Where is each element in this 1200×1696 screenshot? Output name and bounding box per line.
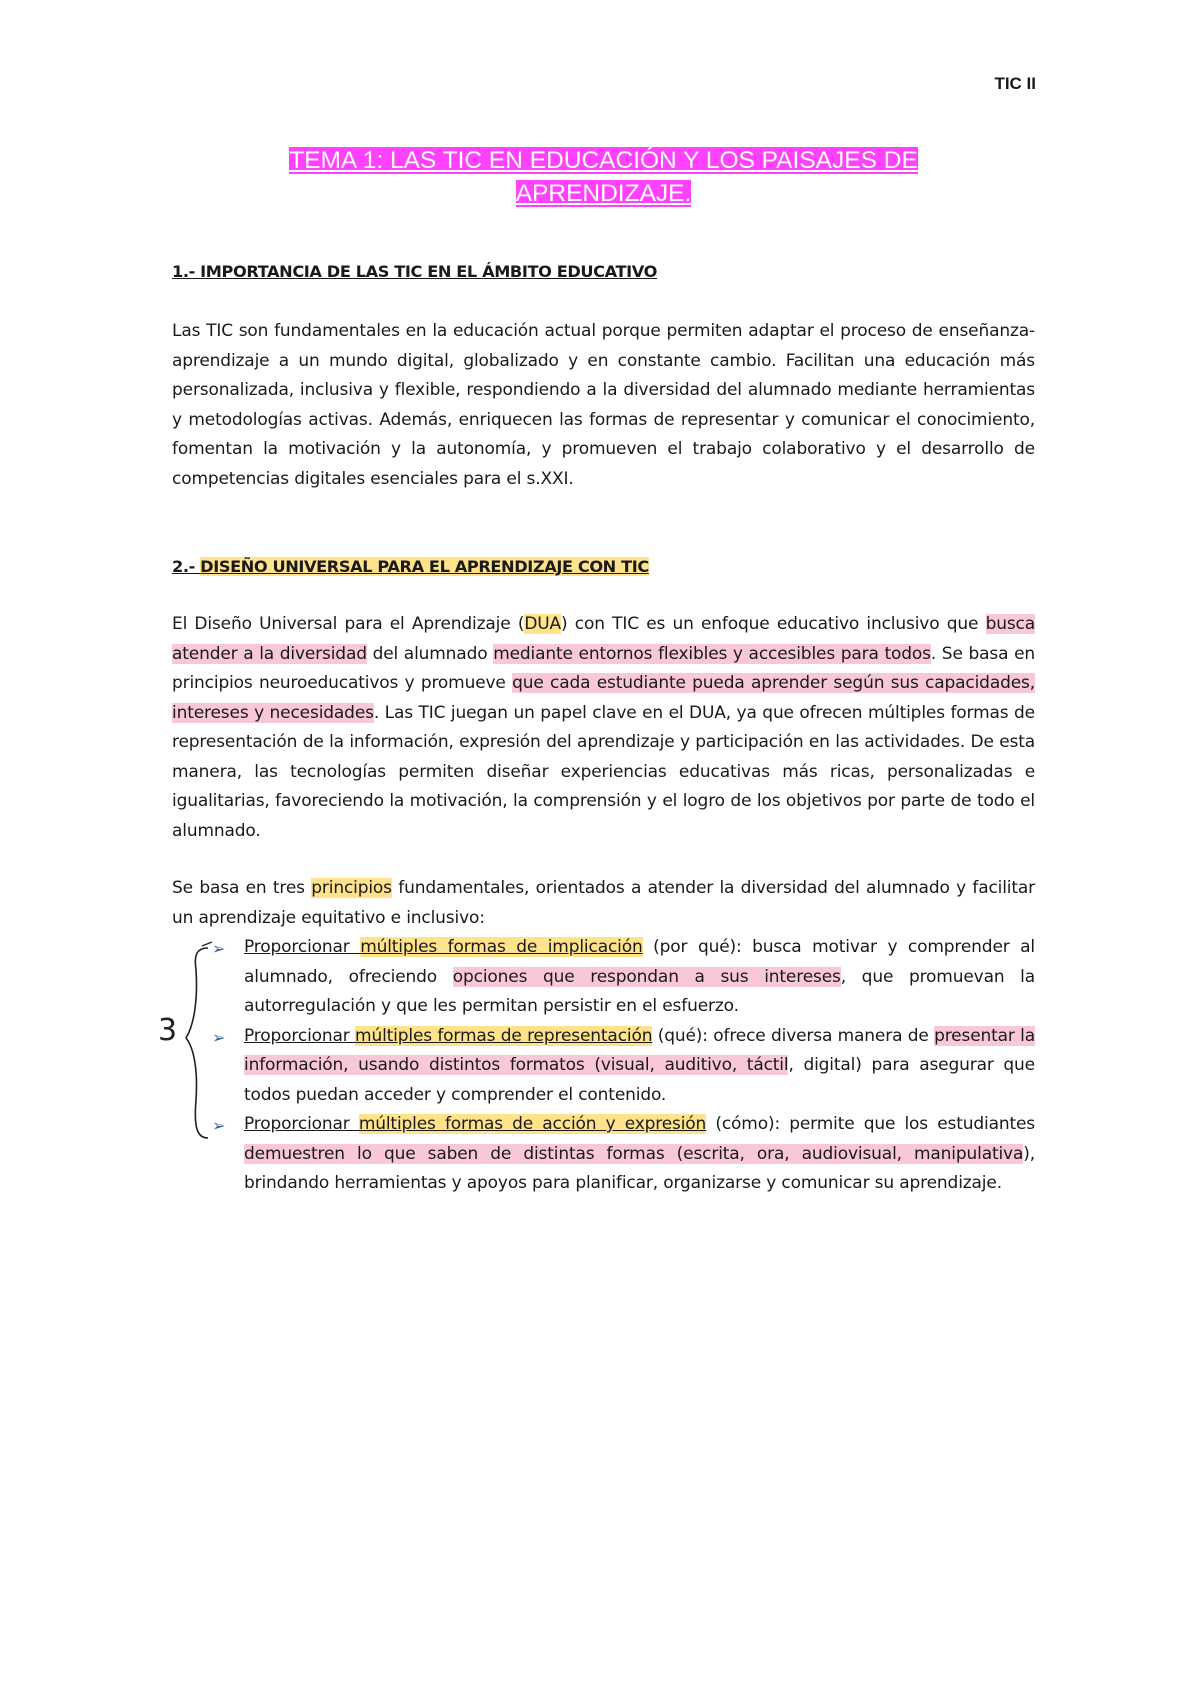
text-run: (qué): ofrece diversa manera de — [652, 1025, 935, 1046]
arrow-bullet-icon: ➢ — [212, 1116, 226, 1135]
highlight-pink: mediante entornos flexibles y accesibles para todos — [493, 643, 931, 664]
arrow-bullet-icon: ➢ — [212, 1027, 226, 1047]
highlight-pink: opciones que respondan a sus intereses — [452, 966, 841, 987]
annotation-number: 3 — [158, 1013, 178, 1048]
text-run: fundamentales, orientados a atender la diversidad del alumnado y facilitar un aprendizaje equitativo e inclusivo: — [172, 878, 1036, 928]
text-run: , digital) para asegurar que todos puedan acceder y comprender el contenido. — [244, 1055, 1035, 1105]
page-header-course: TIC II — [994, 74, 1036, 93]
page-title — [172, 144, 1035, 210]
text-run: El Diseño Universal para el Aprendizaje ( — [172, 614, 525, 634]
text-run: del alumnado — [366, 643, 494, 664]
highlight-principios: principios — [311, 878, 392, 898]
brace-icon — [186, 948, 208, 1138]
section-1-paragraph: Las TIC son fundamentales en la educación actual porque permiten adaptar el proceso de enseñanza-aprendizaje a un mundo digital, globalizado y en constante cambio. Facilitan una educación más personalizada, inclusiva y flexible, respondiendo a la diversidad del alumnado mediante herramientas y metodologías activas. Además, enriquecen las formas de representar y comunicar el conocimiento, fomentan la motivación y la autonomía, y promueven el trabajo colaborativo y el desarrollo de competencias digitales esenciales para el s.XXI. — [172, 321, 1035, 489]
text-run: (cómo): permite que los estudiantes — [706, 1114, 1035, 1134]
text-run: . Se basa en principios neuroeducativos y promueve — [172, 643, 1035, 693]
principles-list — [172, 933, 1035, 1199]
section-2-number: 2.- — [172, 557, 201, 576]
section-2-title: DISEÑO UNIVERSAL PARA EL APRENDIZAJE CON TIC — [200, 557, 649, 576]
text-run: , que promuevan la autorregulación y que les permitan persistir en el esfuerzo. — [244, 966, 1035, 1016]
section-1-heading: 1.- IMPORTANCIA DE LAS TIC EN EL ÁMBITO EDUCATIVO — [172, 262, 657, 281]
highlight-pink: demuestren lo que saben de distintas formas (escrita, ora, audiovisual, manipulativa — [244, 1143, 1024, 1164]
section-2-heading — [172, 557, 649, 576]
text-run: Proporcionar — [244, 1114, 359, 1134]
highlight-pink: busca atender a la diversidad — [172, 614, 1035, 664]
text-run: Se basa en tres — [172, 878, 312, 898]
highlight-pink: que cada estudiante pueda aprender según sus capacidades, intereses y necesidades — [172, 673, 1035, 723]
highlight-key: múltiples formas de representación — [355, 1025, 653, 1046]
handwritten-brace-annotation — [150, 930, 240, 1150]
title-line-1: TEMA 1: LAS TIC EN EDUCACIÓN Y LOS PAISAJES DE — [289, 147, 918, 174]
text-run: ), brindando herramientas y apoyos para planificar, organizarse y comunicar su aprendizaje. — [244, 1143, 1035, 1193]
highlight-dua: DUA — [524, 614, 562, 634]
title-line-2: APRENDIZAJE. — [515, 180, 692, 207]
text-run: Proporcionar — [244, 1025, 356, 1046]
highlight-key: múltiples formas de acción y expresión — [358, 1114, 707, 1134]
section-2-paragraph — [172, 610, 1035, 846]
text-run: Proporcionar — [244, 937, 361, 957]
text-run: (por qué): busca motivar y comprender al alumnado, ofreciendo — [244, 937, 1035, 987]
principles-intro — [172, 874, 1035, 933]
brace-tick-icon — [202, 942, 212, 946]
highlight-key: múltiples formas de implicación — [360, 937, 643, 957]
list-item — [172, 1110, 1035, 1199]
highlight-pink: presentar la información, usando distintos formatos (visual, auditivo, táctil — [244, 1025, 1035, 1075]
list-item — [172, 1022, 1035, 1111]
list-item — [172, 933, 1035, 1022]
text-run: ) con TIC es un enfoque educativo inclusivo que — [561, 614, 986, 634]
arrow-bullet-icon: ➢ — [212, 939, 226, 958]
text-run: . Las TIC juegan un papel clave en el DUA, ya que ofrecen múltiples formas de representación de la información, expresión del aprendizaje y participación en las actividades. De esta manera, las tecnologías permiten diseñar experiencias educativas más ricas, personalizadas e igualitarias, favoreciendo la motivación, la comprensión y el logro de los objetivos por parte de todo el alumnado. — [172, 702, 1035, 841]
